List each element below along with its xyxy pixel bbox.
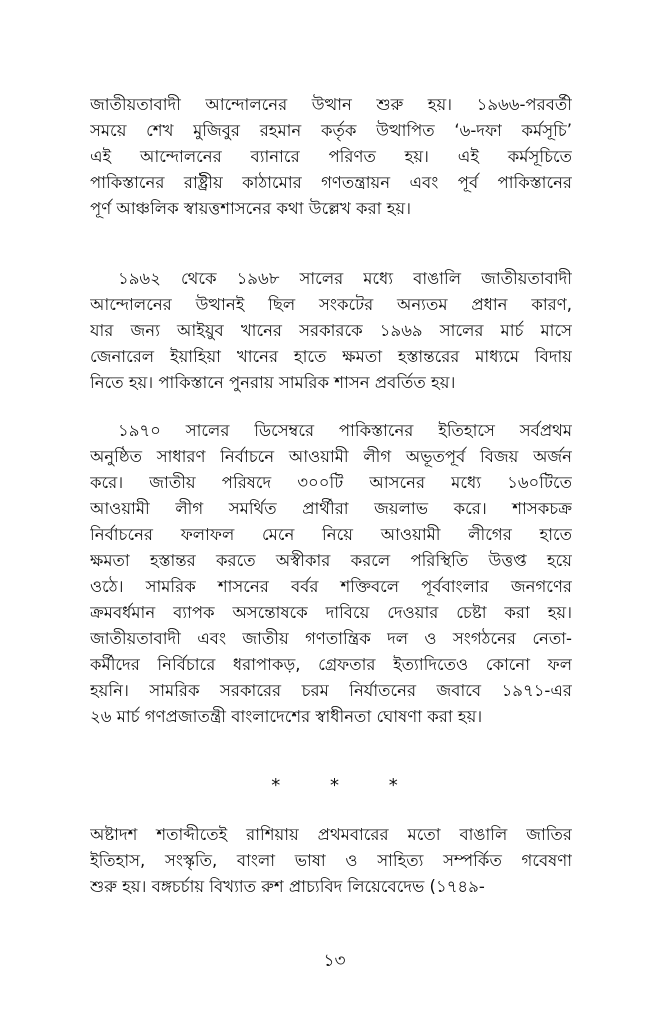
text-line: কর্মীদের নির্বিচারে ধরাপাকড়, গ্রেফতার ইত্যাদিতেও কোনো ফল <box>90 655 572 674</box>
text-line: এই আন্দোলনের ব্যানারে পরিণত হয়। এই কর্মসূচিতে <box>90 147 572 166</box>
text-line: পূর্ণ আঞ্চলিক স্বায়ত্তশাসনের কথা উল্লেখ করা হয়। <box>90 199 411 218</box>
text-line: যার জন্য আইয়ুব খানের সরকারকে ১৯৬৯ সালের মার্চ মাসে <box>90 321 572 340</box>
text-line: ২৬ মার্চ গণপ্রজাতন্ত্রী বাংলাদেশের স্বাধীনতা ঘোষণা করা হয়। <box>90 707 483 726</box>
text-line: হয়নি। সামরিক সরকারের চরম নির্যাতনের জবাবে ১৯৭১-এর <box>90 681 572 700</box>
text-line: আন্দোলনের উত্থানই ছিল সংকটের অন্যতম প্রধান কারণ, <box>90 295 572 314</box>
text-line: ১৯৭০ সালের ডিসেম্বরে পাকিস্তানের ইতিহাসে সর্বপ্রথম <box>118 421 572 440</box>
text-line: নির্বাচনের ফলাফল মেনে নিয়ে আওয়ামী লীগের হাতে <box>90 525 572 544</box>
text-line: অষ্টাদশ শতাব্দীতেই রাশিয়ায় প্রথমবারের মতো বাঙালি জাতির <box>90 825 572 844</box>
section-separator: * * * <box>271 775 420 796</box>
text-line: আওয়ামী লীগ সমর্থিত প্রার্থীরা জয়লাভ করে। শাসকচক্র <box>90 499 572 518</box>
text-line: পাকিস্তানের রাষ্ট্রীয় কাঠামোর গণতন্ত্রায়ন এবং পূর্ব পাকিস্তানের <box>90 173 572 192</box>
text-line: সময়ে শেখ মুজিবুর রহমান কর্তৃক উত্থাপিত ‘৬-দফা কর্মসূচি’ <box>90 121 572 140</box>
text-line: জেনারেল ইয়াহিয়া খানের হাতে ক্ষমতা হস্তান্তরের মাধ্যমে বিদায় <box>90 347 572 366</box>
text-line: শুরু হয়। বঙ্গচর্চায় বিখ্যাত রুশ প্রাচ্যবিদ লিয়েবেদেভ (১৭৪৯- <box>90 877 485 896</box>
text-line: ইতিহাস, সংস্কৃতি, বাংলা ভাষা ও সাহিত্য সম্পর্কিত গবেষণা <box>90 851 572 870</box>
text-line: জাতীয়তাবাদী আন্দোলনের উত্থান শুরু হয়। ১৯৬৬-পরবর্তী <box>90 95 572 114</box>
text-line: ওঠে। সামরিক শাসনের বর্বর শক্তিবলে পূর্ববাংলার জনগণের <box>90 577 572 596</box>
text-line: নিতে হয়। পাকিস্তানে পুনরায় সামরিক শাসন প্রবর্তিত হয়। <box>90 373 456 392</box>
page-number: ১৩ <box>323 951 346 971</box>
text-line: করে। জাতীয় পরিষদে ৩০০টি আসনের মধ্যে ১৬০টিতে <box>90 473 572 492</box>
text-line: ক্রমবর্ধমান ব্যাপক অসন্তোষকে দাবিয়ে দেওয়ার চেষ্টা করা হয়। <box>90 603 572 622</box>
text-line: অনুষ্ঠিত সাধারণ নির্বাচনে আওয়ামী লীগ অভূতপূর্ব বিজয় অর্জন <box>90 447 572 466</box>
text-line: ক্ষমতা হস্তান্তর করতে অস্বীকার করলে পরিস্থিতি উত্তপ্ত হয়ে <box>90 551 572 570</box>
text-line: ১৯৬২ থেকে ১৯৬৮ সালের মধ্যে বাঙালি জাতীয়তাবাদী <box>118 269 572 288</box>
text-line: জাতীয়তাবাদী এবং জাতীয় গণতান্ত্রিক দল ও সংগঠনের নেতা- <box>90 629 572 648</box>
